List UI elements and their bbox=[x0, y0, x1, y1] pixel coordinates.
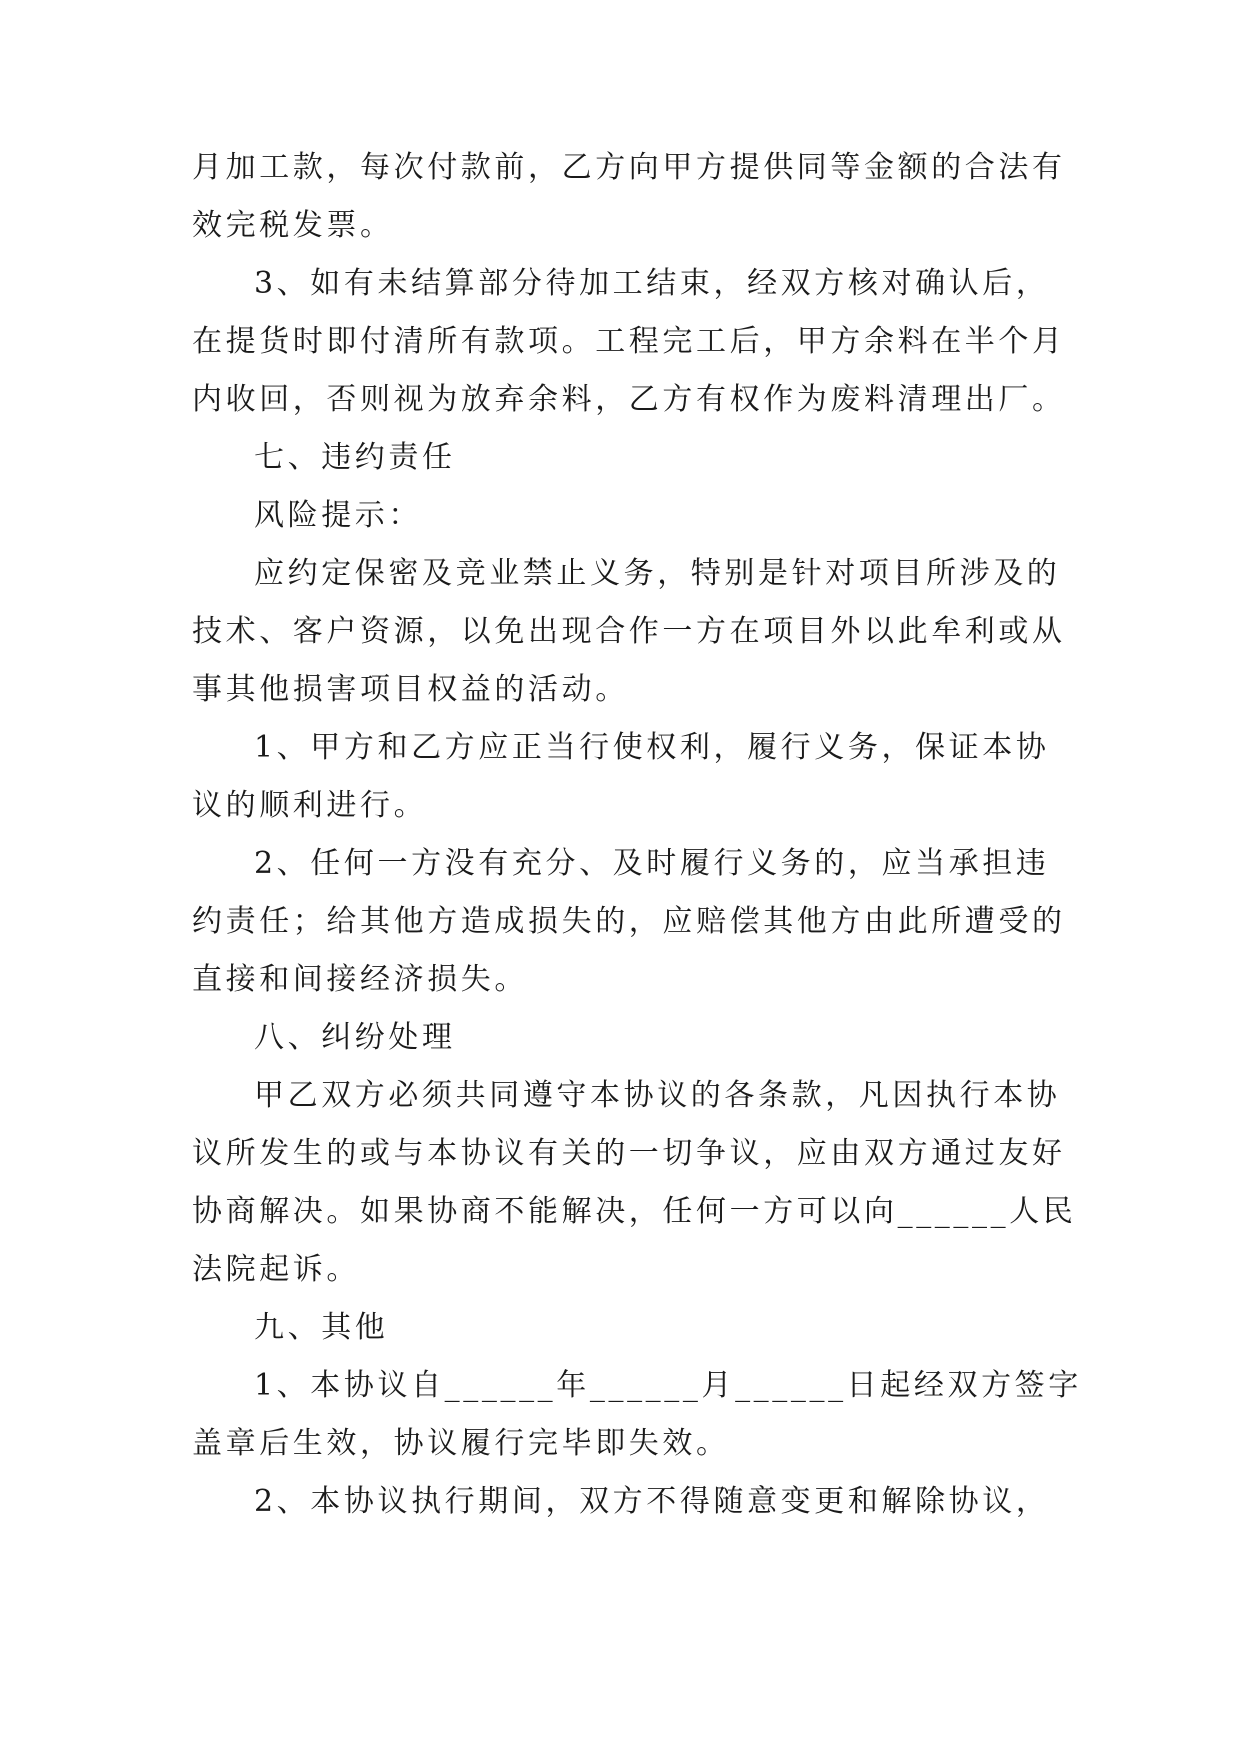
section-heading: 八、纠纷处理 bbox=[254, 1020, 456, 1055]
paragraph-line: 技术、客户资源，以免出现合作一方在项目外以此牟利或从 bbox=[192, 614, 1066, 649]
paragraph-line: 1、甲方和乙方应正当行使权利，履行义务，保证本协 bbox=[254, 730, 1050, 765]
section-heading: 九、其他 bbox=[254, 1310, 389, 1345]
paragraph-line: 直接和间接经济损失。 bbox=[192, 962, 528, 997]
paragraph-line: 3、如有未结算部分待加工结束，经双方核对确认后， bbox=[254, 266, 1050, 301]
paragraph-line: 议所发生的或与本协议有关的一切争议，应由双方通过友好 bbox=[192, 1136, 1066, 1171]
paragraph-line: 风险提示： bbox=[254, 498, 422, 533]
paragraph-line: 法院起诉。 bbox=[192, 1252, 360, 1287]
paragraph-line: 2、本协议执行期间，双方不得随意变更和解除协议， bbox=[254, 1484, 1050, 1519]
paragraph-line: 内收回，否则视为放弃余料，乙方有权作为废料清理出厂。 bbox=[192, 382, 1066, 417]
paragraph-line: 约责任；给其他方造成损失的，应赔偿其他方由此所遭受的 bbox=[192, 904, 1066, 939]
paragraph-line: 在提货时即付清所有款项。工程完工后，甲方余料在半个月 bbox=[192, 324, 1066, 359]
paragraph-line: 甲乙双方必须共同遵守本协议的各条款，凡因执行本协 bbox=[254, 1078, 1061, 1113]
paragraph-line: 2、任何一方没有充分、及时履行义务的，应当承担违 bbox=[254, 846, 1050, 881]
paragraph-line: 议的顺利进行。 bbox=[192, 788, 428, 823]
paragraph-line: 盖章后生效，协议履行完毕即失效。 bbox=[192, 1426, 730, 1461]
paragraph-line: 事其他损害项目权益的活动。 bbox=[192, 672, 629, 707]
paragraph-line: 协商解决。如果协商不能解决，任何一方可以向______人民 bbox=[192, 1194, 1077, 1229]
paragraph-line: 月加工款，每次付款前，乙方向甲方提供同等金额的合法有 bbox=[192, 150, 1066, 185]
paragraph-line: 1、本协议自______年______月______日起经双方签字 bbox=[254, 1368, 1082, 1403]
paragraph-line: 效完税发票。 bbox=[192, 208, 394, 243]
section-heading: 七、违约责任 bbox=[254, 440, 456, 475]
paragraph-line: 应约定保密及竞业禁止义务，特别是针对项目所涉及的 bbox=[254, 556, 1061, 591]
